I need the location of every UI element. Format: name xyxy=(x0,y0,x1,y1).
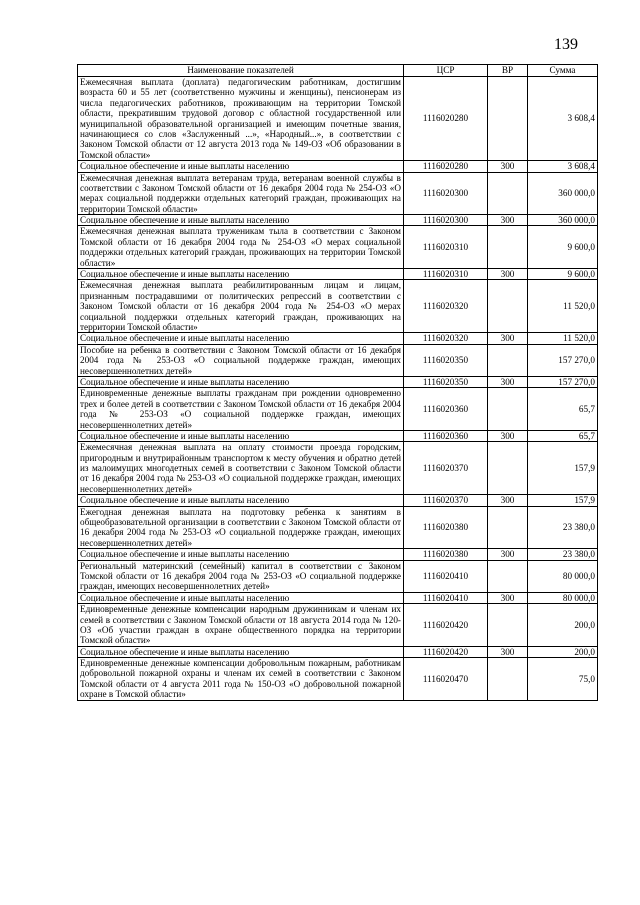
table-row xyxy=(78,592,598,603)
table-row xyxy=(78,388,598,431)
cell-name: Социальное обеспечение и иные выплаты населению xyxy=(78,592,404,603)
cell-name: Ежемесячная денежная выплата труженикам тыла в соответствии с Законом Томской области от 16 декабря 2004 года № 254-ОЗ «О мерах социальной поддержки отдельных категорий граждан, проживающих на территории Томской области» xyxy=(78,226,404,269)
cell-name: Социальное обеспечение и иные выплаты населению xyxy=(78,269,404,280)
cell-name: Ежегодная денежная выплата на подготовку ребенка к занятиям в общеобразовательной организации в соответствии с Законом Томской области от 16 декабря 2004 года № 253-ОЗ «О социальной поддержке граждан, имеющих несовершеннолетних детей» xyxy=(78,506,404,549)
cell-code: 1116020360 xyxy=(404,430,488,441)
cell-name: Региональный материнский (семейный) капитал в соответствии с Законом Томской области от 16 декабря 2004 года № 253-ОЗ «О социальной поддержке граждан, имеющих несовершеннолетних детей» xyxy=(78,560,404,592)
cell-name: Единовременные денежные компенсации народным дружинникам и членам их семей в соответствии с Законом Томской области от 18 августа 2014 года № 120-ОЗ «Об участии граждан в охране общественного порядка на территории Томской области» xyxy=(78,604,404,647)
table-row xyxy=(78,658,598,701)
table-body xyxy=(78,77,598,701)
cell-sum: 9 600,0 xyxy=(528,269,598,280)
cell-name: Социальное обеспечение и иные выплаты населению xyxy=(78,549,404,560)
cell-name: Ежемесячная денежная выплата реабилитированным лицам и лицам, признанным пострадавшими от политических репрессий в соответствии с Законом Томской области от 16 декабря 2004 года № 254-ОЗ «О мерах социальной поддержки отдельных категорий граждан, проживающих на территории Томской области» xyxy=(78,280,404,333)
column-header-sum: Сумма xyxy=(528,65,598,77)
cell-name: Социальное обеспечение и иные выплаты населению xyxy=(78,376,404,387)
cell-code: 1116020320 xyxy=(404,333,488,344)
cell-code: 1116020350 xyxy=(404,344,488,376)
cell-vr xyxy=(488,172,528,215)
cell-code: 1116020320 xyxy=(404,280,488,333)
cell-sum: 200,0 xyxy=(528,646,598,657)
cell-code: 1116020300 xyxy=(404,172,488,215)
cell-vr xyxy=(488,560,528,592)
cell-vr xyxy=(488,388,528,431)
cell-code: 1116020470 xyxy=(404,658,488,701)
cell-vr: 300 xyxy=(488,495,528,506)
cell-code: 1116020360 xyxy=(404,388,488,431)
cell-vr: 300 xyxy=(488,646,528,657)
cell-sum: 157 270,0 xyxy=(528,376,598,387)
cell-vr: 300 xyxy=(488,549,528,560)
table-row xyxy=(78,604,598,647)
table-row xyxy=(78,77,598,161)
cell-code: 1116020370 xyxy=(404,442,488,495)
cell-vr: 300 xyxy=(488,333,528,344)
cell-vr xyxy=(488,344,528,376)
table-row xyxy=(78,560,598,592)
cell-code: 1116020420 xyxy=(404,646,488,657)
cell-name: Социальное обеспечение и иные выплаты населению xyxy=(78,646,404,657)
cell-vr: 300 xyxy=(488,161,528,172)
cell-vr xyxy=(488,280,528,333)
cell-sum: 157,9 xyxy=(528,442,598,495)
cell-name: Ежемесячная выплата (доплата) педагогическим работникам, достигшим возраста 60 и 55 лет (соответственно мужчины и женщины), пенсионерам из числа педагогических работников, проживающим на территории Томской области, прекратившим трудовой договор с областной государственной или муниципальной образовательной организацией и имеющим почетные звания, начинающиеся со слов «Заслуженный ...», «Народный...», в соответствии с Законом Томской области от 12 августа 2013 года № 149-ОЗ «Об образовании в Томской области» xyxy=(78,77,404,161)
cell-sum: 3 608,4 xyxy=(528,161,598,172)
column-header-vr: ВР xyxy=(488,65,528,77)
cell-sum: 80 000,0 xyxy=(528,560,598,592)
cell-vr xyxy=(488,658,528,701)
cell-code: 1116020410 xyxy=(404,560,488,592)
cell-code: 1116020280 xyxy=(404,161,488,172)
cell-name: Единовременные денежные компенсации добровольным пожарным, работникам добровольной пожарной охраны и членам их семей в соответствии с Законом Томской области от 4 августа 2011 года № 150-ОЗ «О добровольной пожарной охране в Томской области» xyxy=(78,658,404,701)
table-header-row xyxy=(78,65,598,77)
cell-name: Социальное обеспечение и иные выплаты населению xyxy=(78,430,404,441)
cell-code: 1116020380 xyxy=(404,549,488,560)
cell-sum: 23 380,0 xyxy=(528,549,598,560)
cell-sum: 157 270,0 xyxy=(528,344,598,376)
cell-vr xyxy=(488,77,528,161)
cell-name: Социальное обеспечение и иные выплаты населению xyxy=(78,333,404,344)
cell-code: 1116020380 xyxy=(404,506,488,549)
cell-vr: 300 xyxy=(488,215,528,226)
cell-sum: 3 608,4 xyxy=(528,77,598,161)
table-row xyxy=(78,333,598,344)
column-header-code: ЦСР xyxy=(404,65,488,77)
table-row xyxy=(78,172,598,215)
column-header-name: Наименование показателей xyxy=(78,65,404,77)
cell-sum: 11 520,0 xyxy=(528,280,598,333)
cell-code: 1116020300 xyxy=(404,215,488,226)
cell-code: 1116020280 xyxy=(404,77,488,161)
cell-sum: 65,7 xyxy=(528,388,598,431)
table-row xyxy=(78,344,598,376)
cell-sum: 23 380,0 xyxy=(528,506,598,549)
table-row xyxy=(78,215,598,226)
cell-vr xyxy=(488,604,528,647)
table-row xyxy=(78,226,598,269)
cell-name: Социальное обеспечение и иные выплаты населению xyxy=(78,215,404,226)
cell-vr: 300 xyxy=(488,592,528,603)
cell-code: 1116020310 xyxy=(404,269,488,280)
budget-table xyxy=(77,64,598,701)
cell-sum: 360 000,0 xyxy=(528,215,598,226)
table-row xyxy=(78,269,598,280)
table-row xyxy=(78,280,598,333)
cell-vr xyxy=(488,442,528,495)
table-row xyxy=(78,376,598,387)
cell-vr: 300 xyxy=(488,269,528,280)
table-row xyxy=(78,506,598,549)
cell-vr xyxy=(488,506,528,549)
table-row xyxy=(78,495,598,506)
cell-code: 1116020370 xyxy=(404,495,488,506)
cell-sum: 75,0 xyxy=(528,658,598,701)
cell-vr: 300 xyxy=(488,430,528,441)
cell-name: Пособие на ребенка в соответствии с Законом Томской области от 16 декабря 2004 года № 253-ОЗ «О социальной поддержке граждан, имеющих несовершеннолетних детей» xyxy=(78,344,404,376)
cell-name: Единовременные денежные выплаты гражданам при рождении одновременно трех и более детей в соответствии с Законом Томской области от 16 декабря 2004 года № 253-ОЗ «О социальной поддержке граждан, имеющих несовершеннолетних детей» xyxy=(78,388,404,431)
table-row xyxy=(78,430,598,441)
cell-vr: 300 xyxy=(488,376,528,387)
cell-sum: 11 520,0 xyxy=(528,333,598,344)
cell-name: Социальное обеспечение и иные выплаты населению xyxy=(78,161,404,172)
cell-sum: 65,7 xyxy=(528,430,598,441)
cell-code: 1116020310 xyxy=(404,226,488,269)
cell-sum: 157,9 xyxy=(528,495,598,506)
table-row xyxy=(78,646,598,657)
cell-sum: 360 000,0 xyxy=(528,172,598,215)
cell-code: 1116020420 xyxy=(404,604,488,647)
cell-code: 1116020410 xyxy=(404,592,488,603)
table-row xyxy=(78,161,598,172)
cell-name: Ежемесячная денежная выплата на оплату стоимости проезда городским, пригородным и внутрирайонным транспортом к месту обучения и обратно детей из малоимущих многодетных семей в соответствии с Законом Томской области от 16 декабря 2004 года № 253-ОЗ «О социальной поддержке граждан, имеющих несовершеннолетних детей» xyxy=(78,442,404,495)
cell-vr xyxy=(488,226,528,269)
cell-name: Ежемесячная денежная выплата ветеранам труда, ветеранам военной службы в соответствии с Законом Томской области от 16 декабря 2004 года № 254-ОЗ «О мерах социальной поддержки отдельных категорий граждан, проживающих на территории Томской области» xyxy=(78,172,404,215)
table-row xyxy=(78,549,598,560)
page-number: 139 xyxy=(554,36,578,53)
cell-sum: 200,0 xyxy=(528,604,598,647)
cell-sum: 9 600,0 xyxy=(528,226,598,269)
cell-name: Социальное обеспечение и иные выплаты населению xyxy=(78,495,404,506)
table-row xyxy=(78,442,598,495)
cell-code: 1116020350 xyxy=(404,376,488,387)
cell-sum: 80 000,0 xyxy=(528,592,598,603)
